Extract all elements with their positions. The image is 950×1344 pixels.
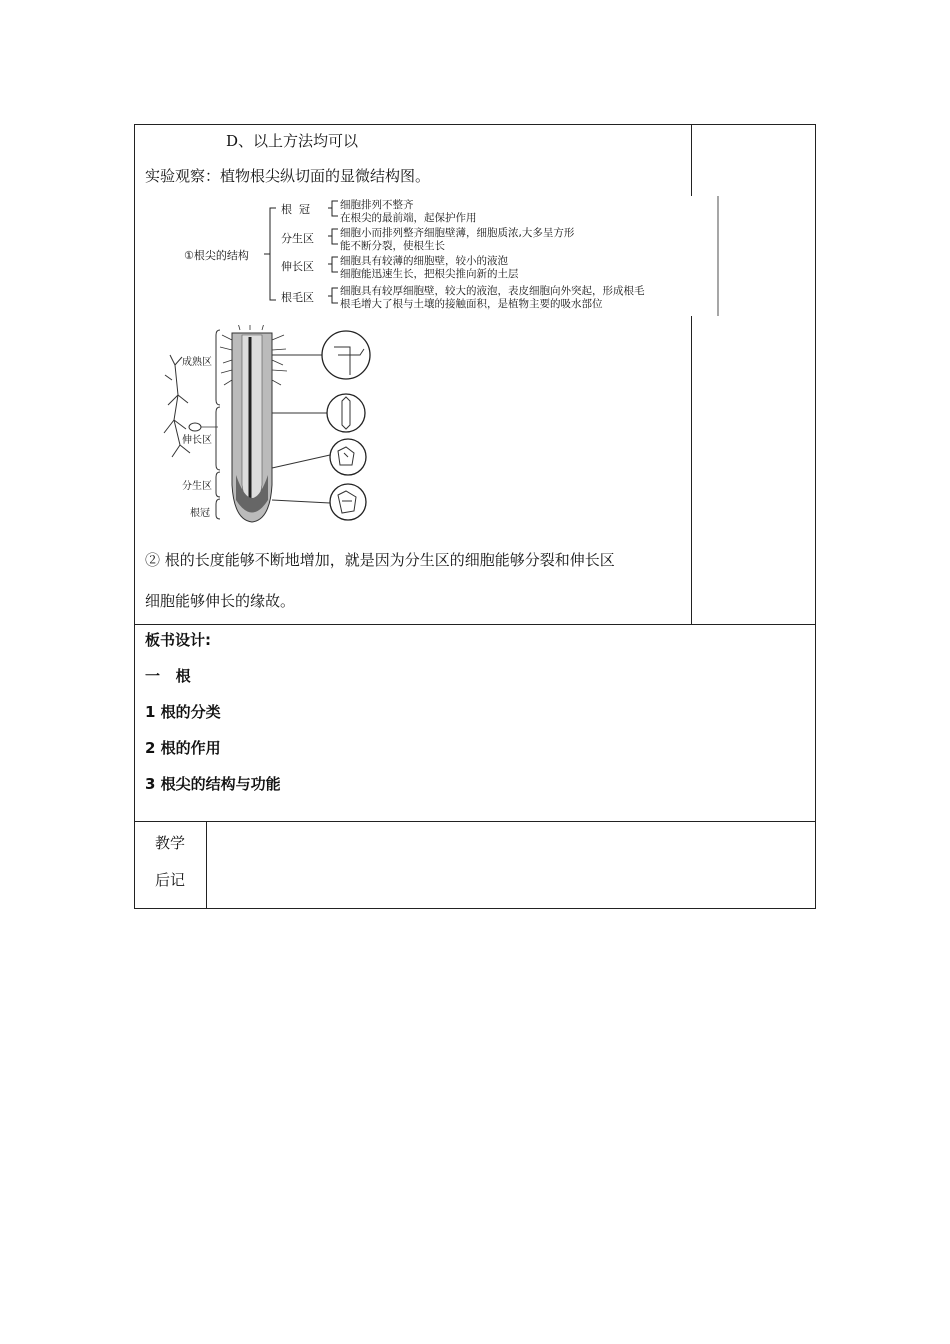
structure-title: ①根尖的结构 xyxy=(184,249,249,262)
zone-name-elongation: 伸长区 xyxy=(281,260,314,273)
board-item-function: 2 根的作用 xyxy=(145,739,221,757)
zone-name-root-cap: 根 冠 xyxy=(281,203,310,216)
zone-desc-meristem-2: 能不断分裂，使根生长 xyxy=(340,240,445,252)
notes-divider xyxy=(206,821,207,909)
label-maturation-zone: 成熟区 xyxy=(182,357,212,368)
zone-desc-meristem-1: 细胞小而排列整齐细胞壁薄，细胞质浓,大多呈方形 xyxy=(340,227,575,239)
row-separator-2 xyxy=(134,821,816,822)
zone-name-meristem: 分生区 xyxy=(281,232,314,245)
option-d: D、以上方法均可以 xyxy=(226,132,359,150)
zone-desc-elongation-2: 细胞能迅速生长，把根尖推向新的土层 xyxy=(340,268,519,280)
zone-desc-root-hair-1: 细胞具有较厚细胞壁，较大的液泡，表皮细胞向外突起，形成根毛 xyxy=(340,285,645,297)
notes-label-line-2: 后记 xyxy=(155,871,186,889)
label-elongation-zone: 伸长区 xyxy=(182,435,212,446)
label-root-cap: 根冠 xyxy=(190,508,210,519)
zone-desc-root-cap-1: 细胞排列不整齐 xyxy=(340,199,414,211)
board-item-root: 一 根 xyxy=(145,667,191,685)
board-title: 板书设计: xyxy=(145,631,211,649)
board-item-classification: 1 根的分类 xyxy=(145,703,221,721)
zone-desc-root-cap-2: 在根尖的最前端，起保护作用 xyxy=(340,212,477,224)
observation-line: 实验观察：植物根尖纵切面的显微结构图。 xyxy=(145,167,431,185)
row-separator-1 xyxy=(134,624,816,625)
root-cap-cell-icon xyxy=(330,484,366,520)
zone-name-root-hair: 根毛区 xyxy=(281,291,314,304)
explanation-line-2: 细胞能够伸长的缘故。 xyxy=(145,592,296,610)
label-meristem-zone: 分生区 xyxy=(182,481,212,492)
elongation-cell-icon xyxy=(327,394,365,432)
zone-desc-root-hair-2: 根毛增大了根与土壤的接触面积，是植物主要的吸水部位 xyxy=(340,298,603,310)
board-item-structure: 3 根尖的结构与功能 xyxy=(145,775,281,793)
notes-label-line-1: 教学 xyxy=(155,834,186,852)
explanation-line-1: ② 根的长度能够不断地增加，就是因为分生区的细胞能够分裂和伸长区 xyxy=(145,551,615,569)
zone-desc-elongation-1: 细胞具有较薄的细胞壁，较小的液泡 xyxy=(340,255,508,267)
